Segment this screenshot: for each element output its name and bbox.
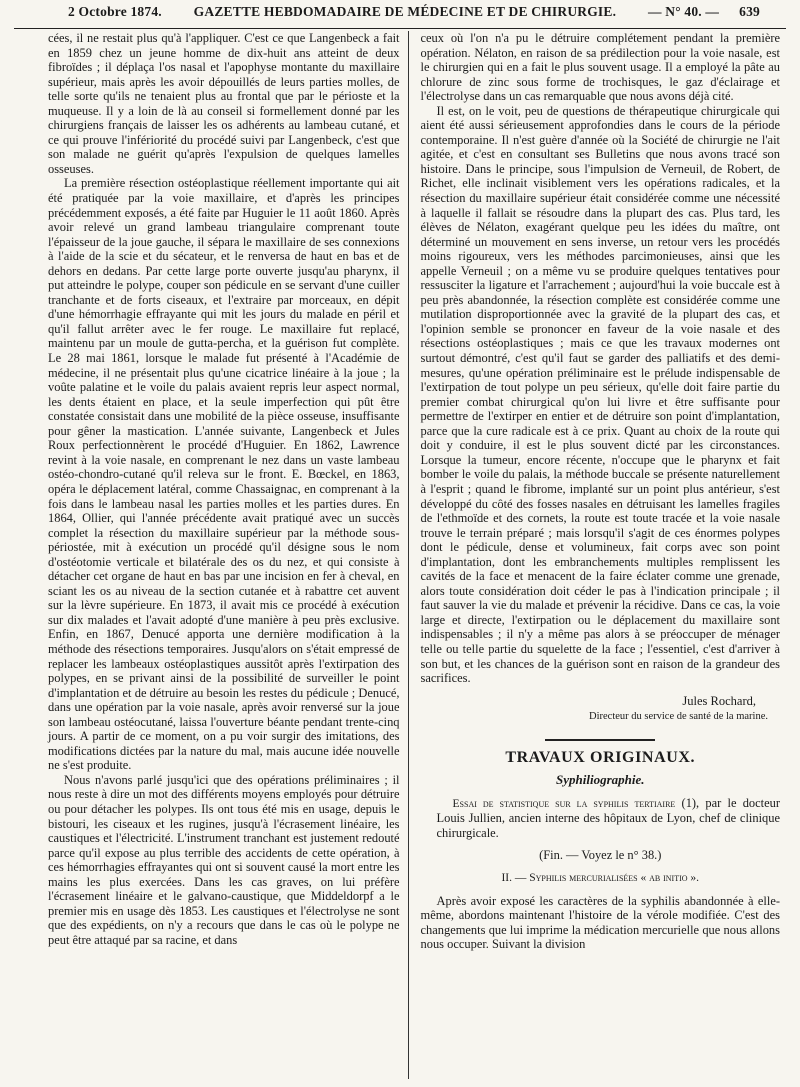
right-paragraph-3: Après avoir exposé les caractères de la syphilis abandonnée à elle-même, abordons maintenant l'histoire de la vérole modifiée. C'est des changements que lui imprime la médication mercurielle que nous allons nous occuper. Suivant la division: [420, 893, 780, 952]
header-issue: — N° 40. —: [647, 4, 720, 19]
section-title: TRAVAUX ORIGINAUX.: [505, 748, 696, 766]
right-paragraph-2: Il est, on le voit, peu de questions de thérapeutique chirurgicale qui aient été aussi sérieusement approfondies dans le cours de la période contemporaine. Il n'est guère d'année où la Société de chirurgie ne l'ait agitée, et c'est en consultant ses Bulletins que nous avons tracé son histoire. Dans le principe, sous l'impulsion de Verneuil, de Robert, de Richet, elle inclinait visiblement vers les opérations radicales, et la résection du maxillaire supérieur était considérée comme une nécessité à laquelle il fallait se résoudre dans la plupart des cas. Plus tard, les élèves de Nélaton, exagérant quelque peu les idées du maître, ont déterminé un mouvement en sens inverse, un retour vers les procédés moins rigoureux, vers les méthodes parcimonieuses, ainsi que les appelle Verneuil ; on a même vu se produire quelques tentatives pour ressusciter la ligature et l'arrachement ; aujourd'hui la voie buccale est à peu près abandonnée, la résection complète est considérée comme une mutilation disproportionnée avec la gravité de la plupart des cas, et l'opinion semble se prononcer en faveur de la voie nasale et des résections ostéoplastiques ; mais ce que les travaux modernes ont surtout démontré, c'est qu'il faut se garder des palliatifs et des demi-mesures, qu'une opération préliminaire est le prélude indispensable de l'extirpation de tout polype un peu sérieux, qu'elle doit faire partie du premier combat chirurgical qu'on lui livre et être suffisante pour permettre de l'extirper en entier et de détruire son point d'implantation, parce que la cure radicale est à ce prix. Quant au choix de la route qui doit y conduire, il est le plus souvent dicté par les circonstances. Lorsque la tumeur, encore récente, n'occupe que le pharynx et fait bomber le voile du palais, la méthode buccale se présente naturellement à l'esprit ; quand le fibrome, implanté sur un point plus antérieur, s'est développé du côté des fosses nasales en détruisant les lamelles fragiles de l'ethmoïde et des cornets, la route est toute tracée et la voie nasale trouve le terrain préparé ; mais lorsqu'il s'agit de ces énormes polypes dont le pédicule, dense et volumineux, fait corps avec son point d'implantation, dont les embranchements multiples remplissent les cavités de la face et menacent de la faire éclater comme une grenade, alors toute considération doit céder le pas à l'indication principale ; il faut sauver la vie du malade et prévenir la récidive. Dans ce cas, la voie large et directe, l'extirpation ou le déplacement du maxillaire sont indispensables ; il n'y a même pas alors à se préoccuper de ménager telle ou telle partie du squelette de la face ; l'essentiel, c'est d'arriver à son but, et les chances de la guérison sont en raison de la grandeur des sacrifices.: [420, 103, 780, 686]
author-signature: Jules Rochard,: [682, 693, 756, 708]
left-column: [14, 31, 408, 1079]
essay-title-smallcaps: Essai de statistique sur la syphilis tertiaire: [452, 797, 676, 810]
left-paragraph-2: La première résection ostéoplastique réellement importante qui ait été pratiquée par la voie maxillaire, et d'après les principes précédemment exposés, a été faite par Huguier le 11 août 1860. Après avoir relevé un grand lambeau triangulaire comprenant toute l'épaisseur de la joue gauche, il sépara le maxillaire de ses connexions à l'aide de la scie et du sécateur, et le renversa de haut en bas et de dehors en dedans. Par cette large porte ouverte jusqu'au pharynx, il put atteindre le polype, couper son pédicule en se servant d'une cuiller tranchante et de forts ciseaux, et l'extraire par morceaux, en dépit d'une hémorrhagie effrayante qui mit les jours du malade en péril et qu'il fallut arrêter avec le fer rouge. Le maxillaire fut replacé, maintenu par un moule de gutta-percha, et la guérison fut complète. Le 28 mai 1861, lorsque le malade fut présenté à l'Académie de médecine, il ne présentait plus qu'une cicatrice linéaire à la joue ; la voûte palatine et le voile du palais avaient repris leur aspect normal, les dents étaient en place, et la seule imperfection qui pût être constatée consistait dans une mobilité de la pièce osseuse, insuffisante pour gêner la mastication. L'année suivante, Langenbeck et Jules Roux perfectionnèrent le procédé d'Huguier. En 1862, Lawrence revint à la voie nasale, en comprenant le nez dans un vaste lambeau ostéo-chondro-cutané qu'il releva sur le front. E. Bœckel, en 1863, opéra le déplacement latéral, comme Chassaignac, en comprenant à la fois dans le lambeau nasal les parties molles et les parties dures. En 1864, Ollier, qui l'année précédente avait pratiqué avec un succès complet la résection du maxillaire supérieur par la méthode sous-périostée, mit à exécution un procédé qu'il désigne sous le nom d'ostéotomie verticale et bilatérale des os du nez, et qui consiste à détacher cet organe de haut en bas par une incision en fer à cheval, en sciant les os au niveau de la section cutanée et à rabattre cet auvent sur la lèvre supérieure. En 1873, il avait mis ce procédé à exécution sur dix malades et l'avait adopté d'une manière à peu près exclusive. Enfin, en 1867, Denucé apporta une dernière modification à la méthode des résections temporaires. Jusqu'alors on s'était empressé de replacer les lambeaux ostéoplastiques aussitôt après l'extirpation des polypes, en se privant ainsi de la possibilité de surveiller le point d'implantation et de détruire au besoin les restes du pédicule ; Denucé, dans une opération par la voie nasale, après avoir renversé sur la joue son lambeau ostéocutané, laissa l'ouverture béante pendant trente-cinq jours. A partir de ce moment, on a pu voir surgir des imitations, des modifications dictées par la nature du mal, mais aucune idée nouvelle ne s'est produite.: [48, 176, 400, 773]
left-paragraph-3: Nous n'avons parlé jusqu'ici que des opérations préliminaires ; il nous reste à dire un mot des différents moyens employés pour détruire ou pour détacher les polypes. Ils ont tous été mis en usage, depuis le bistouri, les ciseaux et les rugines, jusqu'à l'écrasement linéaire, les caustiques et l'électricité. L'instrument tranchant est justement redouté parce qu'il expose au plus terrible des accidents de cette opération, à ces hémorrhagies effrayantes qui ont si souvent causé la mort entre les mains les plus exercées. Dans les cas graves, on lui préfère l'écrasement linéaire et le galvano-caustique, que Middeldorpf a le premier mis en usage dès 1853. Les caustiques et l'électrolyse ne sont que des expédients, on n'y a recours que dans le cas où le polype ne peut être attaqué par sa racine, et dans: [48, 772, 400, 947]
right-paragraph-1: ceux où l'on n'a pu le détruire complétement pendant la première opération. Nélaton, en raison de sa prédilection pour la voie nasale, est le chirurgien qui en a fait le plus souvent usage. Il a employé la pâte au chlorure de zinc sous forme de trochisques, le gaz d'éclairage et l'électrolyse dans un cas remarquable que nous avons déjà cité.: [420, 31, 780, 104]
header-right: [648, 4, 760, 20]
section-subtitle: Syphiliographie.: [556, 772, 645, 788]
section-rule: [545, 739, 655, 741]
header-journal-title: GAZETTE HEBDOMADAIRE DE MÉDECINE ET DE CHIRURGIE.: [193, 4, 617, 19]
author-role: Directeur du service de santé de la marine.: [589, 711, 768, 723]
running-header: [14, 4, 786, 28]
essay-title-author: (1), par le docteur Louis Jullien, ancien interne des hôpitaux de Lyon, chef de clinique chirurgicale.: [436, 795, 781, 840]
right-column: [409, 31, 786, 1079]
left-paragraph-1: cées, il ne restait plus qu'à l'appliquer. C'est ce que Langenbeck a fait en 1859 chez un jeune homme de dix-huit ans atteint de deux fibroïdes ; il déplaça l'os nasal et l'apophyse montante du maxillaire supérieur, mais après les avoir dépouillés de leurs parties molles, de telle sorte qu'ils ne tenaient plus au frontal que par le périoste et la muqueuse. Il y a loin de là au conseil si formellement donné par les chirurgiens français de laisser les os adhérents au lambeau cutané, et ce qui prouve l'infériorité du procédé suivi par Langenbeck, c'est que son malade ne guérit qu'après l'expulsion de quelques lamelles osseuses.: [48, 31, 400, 176]
header-rule: [14, 28, 786, 29]
chapter-subheading: [421, 871, 780, 886]
header-date: 2 Octobre 1874.: [68, 4, 162, 19]
header-page-number: 639: [739, 4, 760, 19]
text-columns: [14, 31, 786, 1079]
essay-title: [421, 796, 780, 841]
continuation-note: (Fin. — Voyez le n° 38.): [539, 848, 662, 863]
chapter-subheading-text: II. — Syphilis mercurialisées « ab initio ».: [501, 871, 700, 884]
